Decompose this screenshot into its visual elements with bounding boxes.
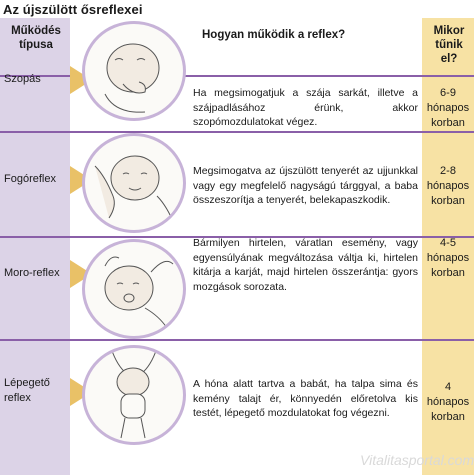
baby-moro-icon [82, 239, 186, 339]
baby-sucking-icon [82, 21, 186, 121]
baby-grasping-icon [82, 133, 186, 233]
row-description: Ha megsimogatjuk a szája sarkát, illetve a szájpadlásához érünk, akkor szopómozdulatokat végez. [193, 87, 418, 128]
row-age: 4-5 hónapos korban [426, 237, 470, 279]
reflex-table [0, 18, 474, 475]
baby-stepping-icon [82, 345, 186, 445]
row-description: Megsimogatva az újszülött tenyerét az ujjunkkal vagy egy megfelelő nagyságú tárggyal, a baba összeszorítja a tenyerét, belekapaszkodik. [193, 165, 418, 206]
row-label-fogoreflex: Fogóreflex [4, 173, 56, 185]
row-label-szopas: Szopás [4, 73, 41, 85]
row-age: 6-9 hónapos korban [426, 87, 470, 129]
row-separator [0, 339, 474, 341]
row-age: 2-8 hónapos korban [426, 165, 470, 207]
row-separator [0, 131, 474, 133]
header-how: Hogyan működik a reflex? [202, 29, 346, 41]
row-label-lepegeto: Lépegető reflex [4, 377, 50, 404]
page-title: Az újszülött ősreflexei [3, 2, 143, 17]
row-age: 4 hónapos korban [426, 381, 470, 423]
header-type: Működés típusa [11, 25, 61, 51]
row-description: A hóna alatt tartva a babát, ha talpa sima és kemény talajt ér, könnyedén előretolva kis testét, lépegető mozdulatokat fog végezni. [193, 378, 418, 419]
row-description: Bármilyen hirtelen, váratlan esemény, vagy egyensúlyának megváltozása váltja ki, hirtelen kitárja a karját, majd hirtelen összerántja: gyors mozgások sorozata. [193, 237, 418, 293]
header-when: Mikor tűnik el? [433, 25, 465, 65]
watermark: Vitalitasportal.com [360, 452, 474, 468]
row-label-moro: Moro-reflex [4, 267, 60, 279]
